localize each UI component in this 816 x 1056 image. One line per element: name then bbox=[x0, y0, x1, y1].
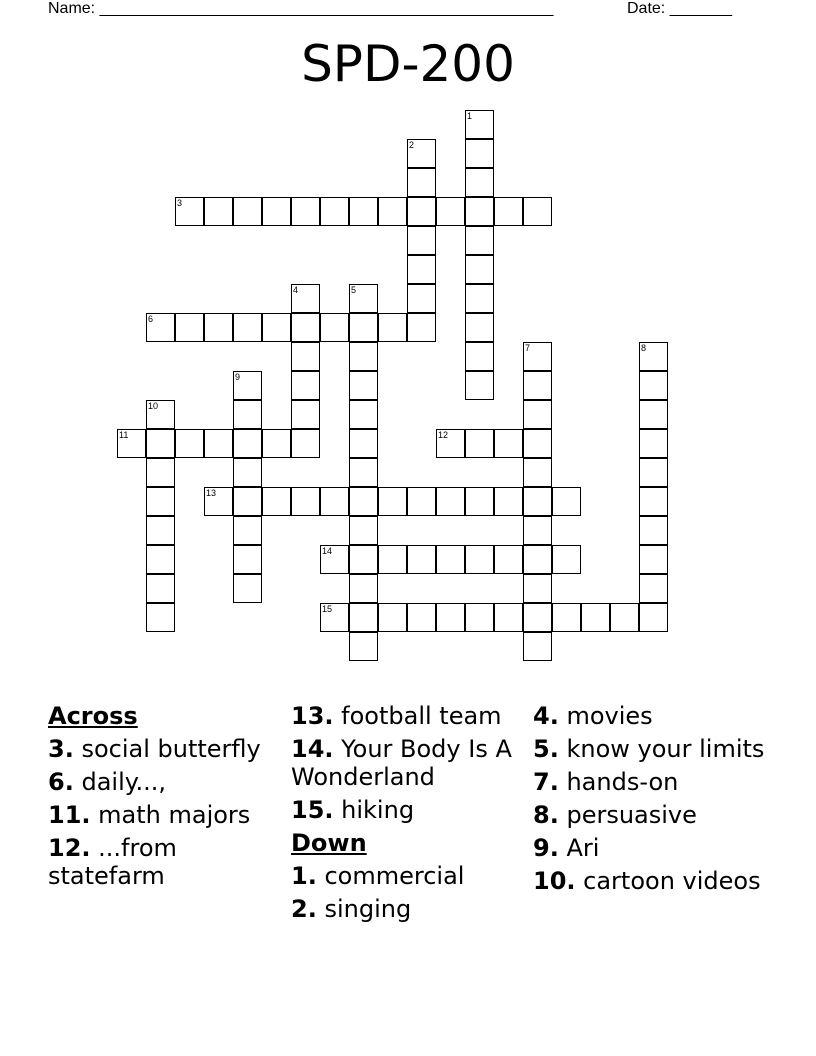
grid-cell[interactable] bbox=[523, 400, 552, 429]
cell-number: 3 bbox=[177, 198, 183, 208]
grid-cell[interactable] bbox=[146, 458, 175, 487]
grid-cell[interactable] bbox=[349, 429, 378, 458]
clue-across-3: 3. social butterfly bbox=[48, 735, 261, 763]
grid-cell[interactable] bbox=[349, 516, 378, 545]
grid-cell[interactable] bbox=[349, 603, 378, 632]
grid-cell[interactable] bbox=[407, 226, 436, 255]
grid-cell[interactable] bbox=[349, 458, 378, 487]
grid-cell[interactable] bbox=[407, 139, 436, 168]
clue-down-2: 2. singing bbox=[291, 895, 412, 923]
clue-down-5: 5. know your limits bbox=[533, 735, 765, 763]
grid-cell[interactable] bbox=[349, 545, 378, 574]
grid-cell[interactable] bbox=[320, 603, 349, 632]
grid-cell[interactable] bbox=[233, 574, 262, 603]
grid-cell[interactable] bbox=[407, 603, 436, 632]
name-blank[interactable]: ___________________________________________________ bbox=[99, 0, 554, 17]
grid-cell[interactable] bbox=[610, 603, 639, 632]
grid-cell[interactable] bbox=[349, 313, 378, 342]
grid-cell[interactable] bbox=[320, 545, 349, 574]
grid-cell[interactable] bbox=[378, 313, 407, 342]
grid-cell[interactable] bbox=[291, 342, 320, 371]
grid-cell[interactable] bbox=[465, 168, 494, 197]
grid-cell[interactable] bbox=[291, 371, 320, 400]
grid-cell[interactable] bbox=[175, 429, 204, 458]
grid-cell[interactable] bbox=[436, 603, 465, 632]
grid-cell[interactable] bbox=[523, 342, 552, 371]
grid-cell[interactable] bbox=[349, 400, 378, 429]
grid-cell[interactable] bbox=[523, 574, 552, 603]
grid-cell[interactable] bbox=[349, 342, 378, 371]
grid-cell[interactable] bbox=[494, 197, 523, 226]
grid-cell[interactable] bbox=[146, 603, 175, 632]
name-label: Name: bbox=[48, 0, 96, 17]
grid-cell[interactable] bbox=[465, 226, 494, 255]
grid-cell[interactable] bbox=[436, 487, 465, 516]
cell-number: 6 bbox=[148, 314, 154, 324]
cell-number: 1 bbox=[467, 111, 473, 121]
grid-cell[interactable] bbox=[465, 139, 494, 168]
clue-down-4: 4. movies bbox=[533, 702, 653, 730]
grid-cell[interactable] bbox=[233, 545, 262, 574]
grid-cell[interactable] bbox=[146, 429, 175, 458]
grid-cell[interactable] bbox=[204, 429, 233, 458]
grid-cell[interactable] bbox=[523, 487, 552, 516]
grid-cell[interactable] bbox=[407, 487, 436, 516]
across-heading: Across bbox=[48, 702, 138, 730]
grid-cell[interactable] bbox=[465, 110, 494, 139]
grid-cell[interactable] bbox=[146, 313, 175, 342]
grid-cell[interactable] bbox=[378, 603, 407, 632]
cell-number: 7 bbox=[525, 343, 531, 353]
clues-column-3 bbox=[533, 702, 773, 900]
clue-down-9: 9. Ari bbox=[533, 834, 600, 862]
cell-number: 11 bbox=[119, 430, 129, 440]
grid-cell[interactable] bbox=[233, 371, 262, 400]
grid-cell[interactable] bbox=[523, 197, 552, 226]
grid-cell[interactable] bbox=[233, 400, 262, 429]
cell-number: 10 bbox=[148, 401, 159, 411]
grid-cell[interactable] bbox=[494, 429, 523, 458]
cell-number: 8 bbox=[641, 343, 647, 353]
grid-cell[interactable] bbox=[262, 487, 291, 516]
grid-cell[interactable] bbox=[378, 197, 407, 226]
grid-cell[interactable] bbox=[204, 197, 233, 226]
grid-cell[interactable] bbox=[175, 197, 204, 226]
grid-cell[interactable] bbox=[291, 197, 320, 226]
cell-number: 5 bbox=[351, 285, 357, 295]
grid-cell[interactable] bbox=[465, 255, 494, 284]
grid-cell[interactable] bbox=[407, 284, 436, 313]
grid-cell[interactable] bbox=[349, 632, 378, 661]
grid-cell[interactable] bbox=[523, 371, 552, 400]
grid-cell[interactable] bbox=[320, 197, 349, 226]
grid-cell[interactable] bbox=[146, 545, 175, 574]
page-title: SPD-200 bbox=[301, 35, 515, 93]
grid-cell[interactable] bbox=[146, 574, 175, 603]
clue-across-12: 12. ...from statefarm bbox=[48, 834, 177, 890]
cell-number: 12 bbox=[438, 430, 449, 440]
grid-cell[interactable] bbox=[552, 487, 581, 516]
grid-cell[interactable] bbox=[291, 487, 320, 516]
grid-cell[interactable] bbox=[639, 342, 668, 371]
grid-cell[interactable] bbox=[146, 400, 175, 429]
clue-down-1: 1. commercial bbox=[291, 862, 465, 890]
grid-cell[interactable] bbox=[523, 603, 552, 632]
grid-cell[interactable] bbox=[523, 429, 552, 458]
grid-cell[interactable] bbox=[407, 313, 436, 342]
grid-cell[interactable] bbox=[465, 313, 494, 342]
grid-cell[interactable] bbox=[465, 371, 494, 400]
down-heading: Down bbox=[291, 829, 367, 857]
grid-cell[interactable] bbox=[465, 197, 494, 226]
grid-cell[interactable] bbox=[320, 313, 349, 342]
cell-number: 14 bbox=[322, 546, 333, 556]
grid-cell[interactable] bbox=[639, 429, 668, 458]
grid-cell[interactable] bbox=[639, 458, 668, 487]
grid-cell[interactable] bbox=[465, 487, 494, 516]
grid-cell[interactable] bbox=[349, 371, 378, 400]
grid-cell[interactable] bbox=[465, 429, 494, 458]
grid-cell[interactable] bbox=[262, 313, 291, 342]
grid-cell[interactable] bbox=[523, 632, 552, 661]
grid-cell[interactable] bbox=[523, 516, 552, 545]
clue-across-14: 14. Your Body Is A Wonderland bbox=[291, 735, 512, 791]
grid-cell[interactable] bbox=[523, 545, 552, 574]
grid-cell[interactable] bbox=[639, 371, 668, 400]
clue-across-13: 13. football team bbox=[291, 702, 502, 730]
grid-cell[interactable] bbox=[233, 516, 262, 545]
grid-cell[interactable] bbox=[349, 487, 378, 516]
grid-cell[interactable] bbox=[494, 545, 523, 574]
clues-column-2 bbox=[291, 702, 521, 928]
cell-number: 15 bbox=[322, 604, 333, 614]
cell-number: 2 bbox=[409, 140, 415, 150]
clue-down-8: 8. persuasive bbox=[533, 801, 697, 829]
grid-cell[interactable] bbox=[349, 574, 378, 603]
cell-number: 13 bbox=[206, 488, 217, 498]
clue-down-10: 10. cartoon videos bbox=[533, 867, 761, 895]
grid-cell[interactable] bbox=[146, 487, 175, 516]
grid-cell[interactable] bbox=[494, 487, 523, 516]
grid-cell[interactable] bbox=[291, 429, 320, 458]
clue-down-7: 7. hands-on bbox=[533, 768, 679, 796]
grid-cell[interactable] bbox=[436, 545, 465, 574]
grid-cell[interactable] bbox=[436, 429, 465, 458]
grid-cell[interactable] bbox=[465, 284, 494, 313]
date-label: Date: bbox=[627, 0, 666, 17]
cell-number: 9 bbox=[235, 372, 241, 382]
grid-cell[interactable] bbox=[233, 487, 262, 516]
grid-cell[interactable] bbox=[233, 458, 262, 487]
grid-cell[interactable] bbox=[552, 545, 581, 574]
grid-cell[interactable] bbox=[407, 255, 436, 284]
grid-cell[interactable] bbox=[291, 284, 320, 313]
grid-cell[interactable] bbox=[407, 168, 436, 197]
grid-cell[interactable] bbox=[436, 197, 465, 226]
clue-across-11: 11. math majors bbox=[48, 801, 251, 829]
grid-cell[interactable] bbox=[262, 429, 291, 458]
date-blank[interactable]: _______ bbox=[669, 0, 732, 17]
grid-cell[interactable] bbox=[262, 197, 291, 226]
grid-cell[interactable] bbox=[378, 545, 407, 574]
grid-cell[interactable] bbox=[407, 197, 436, 226]
grid-cell[interactable] bbox=[378, 487, 407, 516]
grid-cell[interactable] bbox=[639, 487, 668, 516]
grid-cell[interactable] bbox=[465, 545, 494, 574]
grid-cell[interactable] bbox=[465, 342, 494, 371]
grid-cell[interactable] bbox=[349, 284, 378, 313]
grid-cell[interactable] bbox=[465, 603, 494, 632]
grid-cell[interactable] bbox=[204, 487, 233, 516]
cell-number: 4 bbox=[293, 285, 299, 295]
grid-cell[interactable] bbox=[349, 197, 378, 226]
grid-cell[interactable] bbox=[639, 400, 668, 429]
grid-cell[interactable] bbox=[639, 574, 668, 603]
grid-cell[interactable] bbox=[523, 458, 552, 487]
grid-cell[interactable] bbox=[552, 603, 581, 632]
grid-cell[interactable] bbox=[146, 516, 175, 545]
grid-cell[interactable] bbox=[117, 429, 146, 458]
grid-cell[interactable] bbox=[320, 487, 349, 516]
grid-cell[interactable] bbox=[639, 603, 668, 632]
grid-cell[interactable] bbox=[291, 313, 320, 342]
clue-across-15: 15. hiking bbox=[291, 796, 415, 824]
clues-column-1 bbox=[48, 702, 278, 895]
grid-cell[interactable] bbox=[291, 400, 320, 429]
grid-cell[interactable] bbox=[639, 516, 668, 545]
grid-cell[interactable] bbox=[639, 545, 668, 574]
grid-cell[interactable] bbox=[175, 313, 204, 342]
grid-cell[interactable] bbox=[233, 197, 262, 226]
grid-cell[interactable] bbox=[233, 313, 262, 342]
grid-cell[interactable] bbox=[233, 429, 262, 458]
grid-cell[interactable] bbox=[494, 603, 523, 632]
clue-across-6: 6. daily..., bbox=[48, 768, 167, 796]
grid-cell[interactable] bbox=[407, 545, 436, 574]
grid-cell[interactable] bbox=[204, 313, 233, 342]
grid-cell[interactable] bbox=[581, 603, 610, 632]
